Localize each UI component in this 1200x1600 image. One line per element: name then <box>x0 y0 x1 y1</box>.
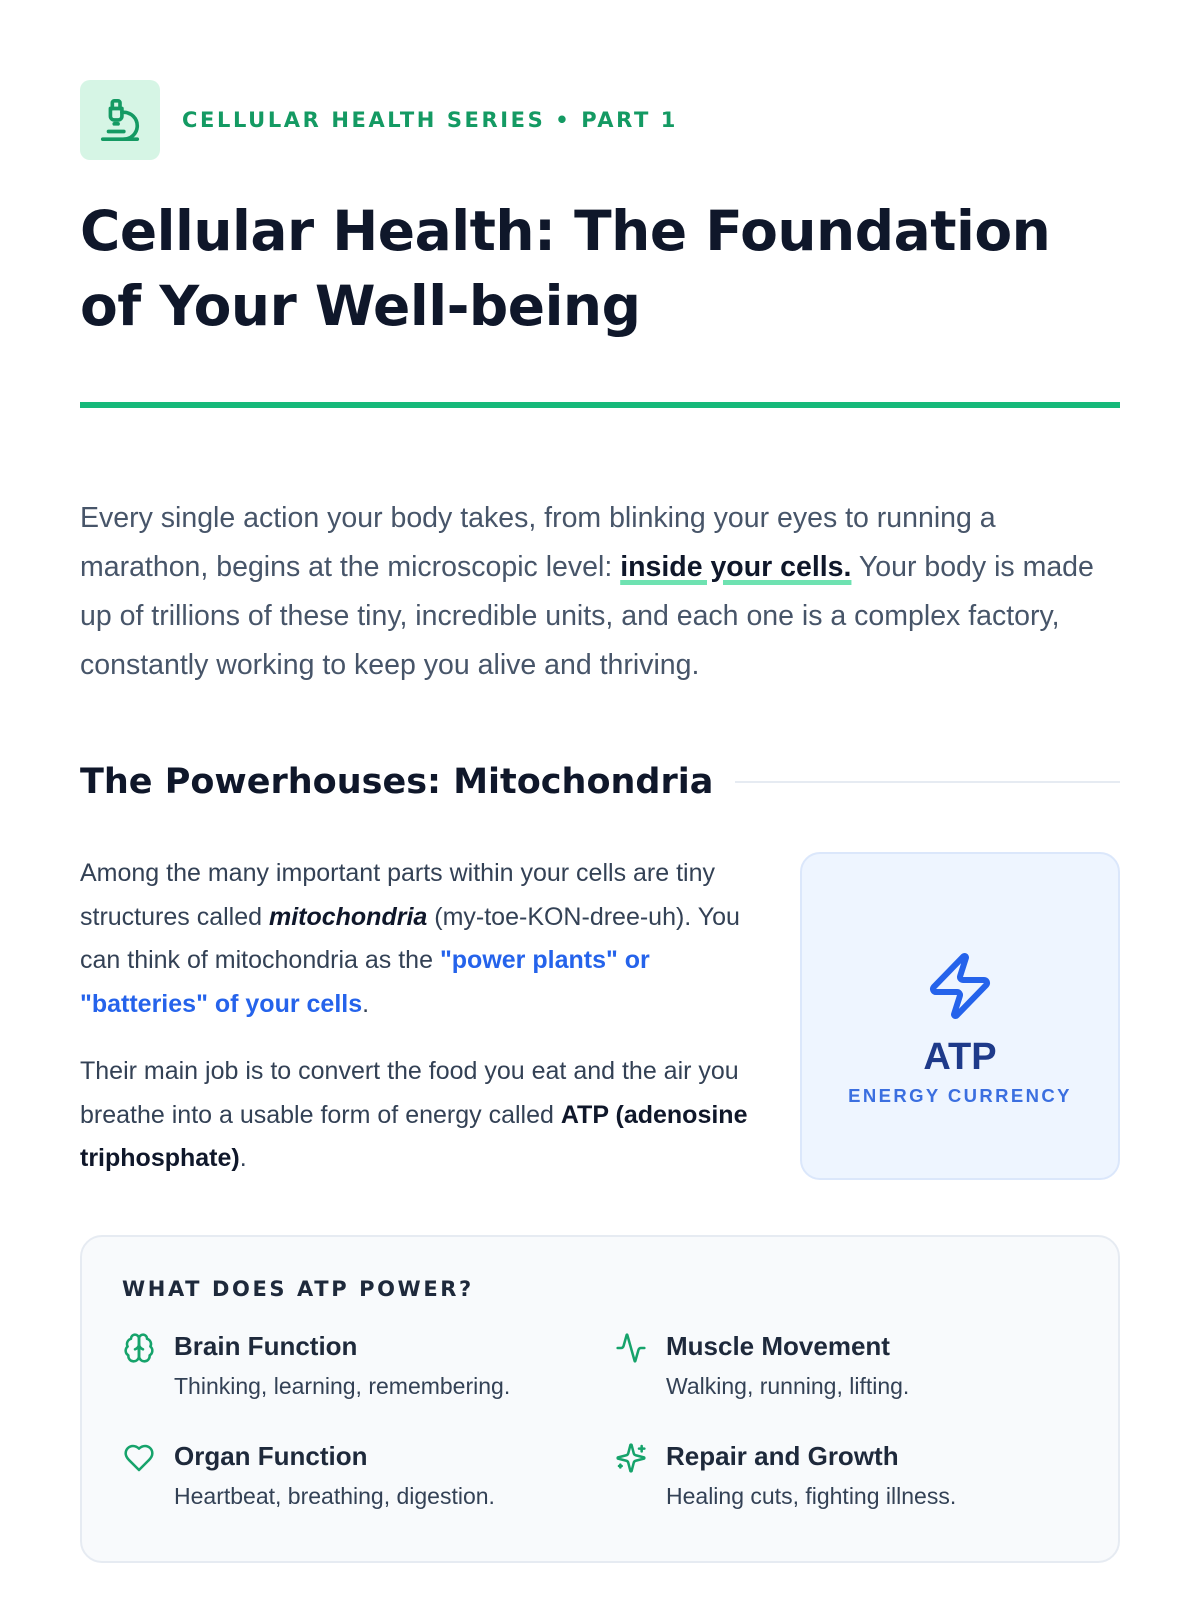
atp-sublabel: ENERGY CURRENCY <box>848 1084 1072 1106</box>
brain-icon <box>123 1332 155 1364</box>
item-description: Thinking, learning, remembering. <box>174 1372 511 1399</box>
intro-highlight: inside your cells. <box>620 551 852 583</box>
atp-power-grid <box>122 1329 1078 1511</box>
atp-label: ATP <box>923 1035 997 1078</box>
heart-icon <box>123 1442 155 1474</box>
atp-power-title: WHAT DOES ATP POWER? <box>122 1276 474 1301</box>
mitochondria-term: mitochondria <box>268 902 428 931</box>
microscope-icon <box>97 97 143 143</box>
intro-text-start: Every single action your body takes, from blinking your eyes to running a marathon, begins at the microscopic level: <box>80 502 996 583</box>
title-divider <box>80 402 1120 408</box>
atp-card <box>800 852 1120 1180</box>
section-heading <box>80 762 1120 802</box>
item-description: Healing cuts, fighting illness. <box>666 1482 957 1509</box>
mitochondria-paragraph-2 <box>80 1050 760 1181</box>
list-item <box>614 1439 1066 1511</box>
section-divider <box>735 781 1120 783</box>
intro-paragraph <box>80 494 1120 690</box>
series-label: CELLULAR HEALTH SERIES • PART 1 <box>182 108 678 132</box>
activity-pulse-icon <box>615 1332 647 1364</box>
atp-term: ATP (adenosine triphosphate) <box>80 1100 748 1172</box>
p1-text-mid: (my-toe-KON-dree-uh). You can think of mitochondria as the <box>80 902 740 974</box>
mitochondria-section <box>80 852 1120 1181</box>
p1-text-start: Among the many important parts within your cells are tiny structures called <box>80 859 715 931</box>
lightning-bolt-icon <box>924 950 996 1022</box>
section-title: The Powerhouses: Mitochondria <box>80 762 714 802</box>
list-item <box>614 1329 1066 1401</box>
item-title: Muscle Movement <box>666 1330 890 1361</box>
mitochondria-paragraph-1 <box>80 852 760 1026</box>
list-item <box>122 1439 614 1511</box>
series-header <box>80 80 1120 160</box>
item-description: Heartbeat, breathing, digestion. <box>174 1482 495 1509</box>
intro-text-end: Your body is made up of trillions of these tiny, incredible units, and each one is a complex factory, constantly working to keep you alive and thriving. <box>80 551 1094 681</box>
item-description: Walking, running, lifting. <box>666 1372 910 1399</box>
item-title: Organ Function <box>174 1440 368 1471</box>
mitochondria-text <box>80 852 760 1181</box>
power-plants-highlight: "power plants" or "batteries" of your cells <box>80 946 650 1018</box>
atp-power-box <box>80 1235 1120 1563</box>
sparkles-icon <box>615 1442 647 1474</box>
item-title: Repair and Growth <box>666 1440 899 1471</box>
p2-text-end: . <box>239 1144 247 1172</box>
list-item <box>122 1329 614 1401</box>
series-badge <box>80 80 160 160</box>
item-title: Brain Function <box>174 1330 358 1361</box>
p2-text-start: Their main job is to convert the food you eat and the air you breathe into a usable form of energy called <box>80 1057 739 1129</box>
page-title: Cellular Health: The Foundation of Your Well-being <box>80 199 1051 338</box>
p1-text-end: . <box>362 989 370 1018</box>
